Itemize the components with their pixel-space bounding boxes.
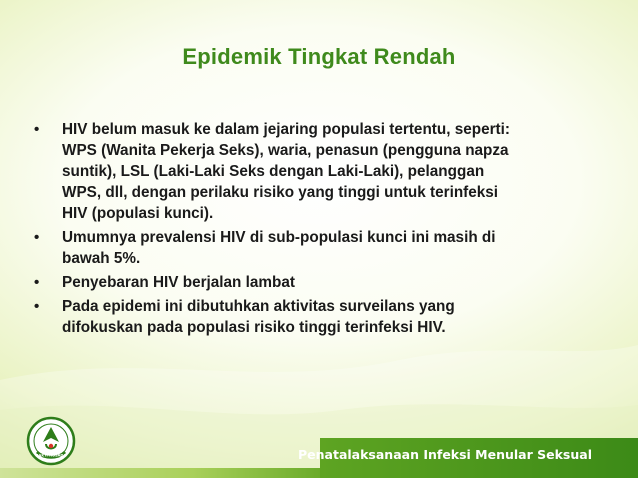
bullet-text: difokuskan pada populasi risiko tinggi terinfeksi HIV. [62, 319, 446, 336]
bullet-item [32, 119, 612, 224]
bullet-text: bawah 5%. [62, 250, 141, 267]
bakti-husada-logo-icon [26, 416, 76, 466]
footer-title: Penatalaksanaan Infeksi Menular Seksual [298, 447, 592, 462]
bullet-text: WPS (Wanita Pekerja Seks), waria, penasun (pengguna napza [62, 142, 509, 159]
bullet-text: suntik), LSL (Laki-Laki Seks dengan Laki-Laki), pelanggan [62, 163, 485, 180]
bullet-text: HIV belum masuk ke dalam jejaring populasi tertentu, seperti: [62, 121, 510, 138]
bullet-text: Umumnya prevalensi HIV di sub-populasi kunci ini masih di [62, 229, 496, 246]
bullet-marker: • [34, 121, 40, 138]
slide-title: Epidemik Tingkat Rendah [182, 44, 456, 69]
logo-text: BAKTI HUSADA [35, 453, 67, 458]
bullet-text: WPS, dll, dengan perilaku risiko yang tinggi untuk terinfeksi [62, 184, 499, 201]
bullet-text: Penyebaran HIV berjalan lambat [62, 274, 295, 291]
bullet-text: Pada epidemi ini dibutuhkan aktivitas surveilans yang [62, 298, 455, 315]
bullet-marker: • [34, 298, 40, 315]
bullet-item [32, 296, 612, 338]
bullet-marker: • [34, 274, 40, 291]
bullet-item [32, 227, 612, 269]
bullet-marker: • [34, 229, 40, 246]
bullet-text: HIV (populasi kunci). [62, 205, 214, 222]
bullet-item [32, 272, 612, 293]
bullet-list [32, 119, 612, 341]
bottom-strip [0, 468, 320, 478]
